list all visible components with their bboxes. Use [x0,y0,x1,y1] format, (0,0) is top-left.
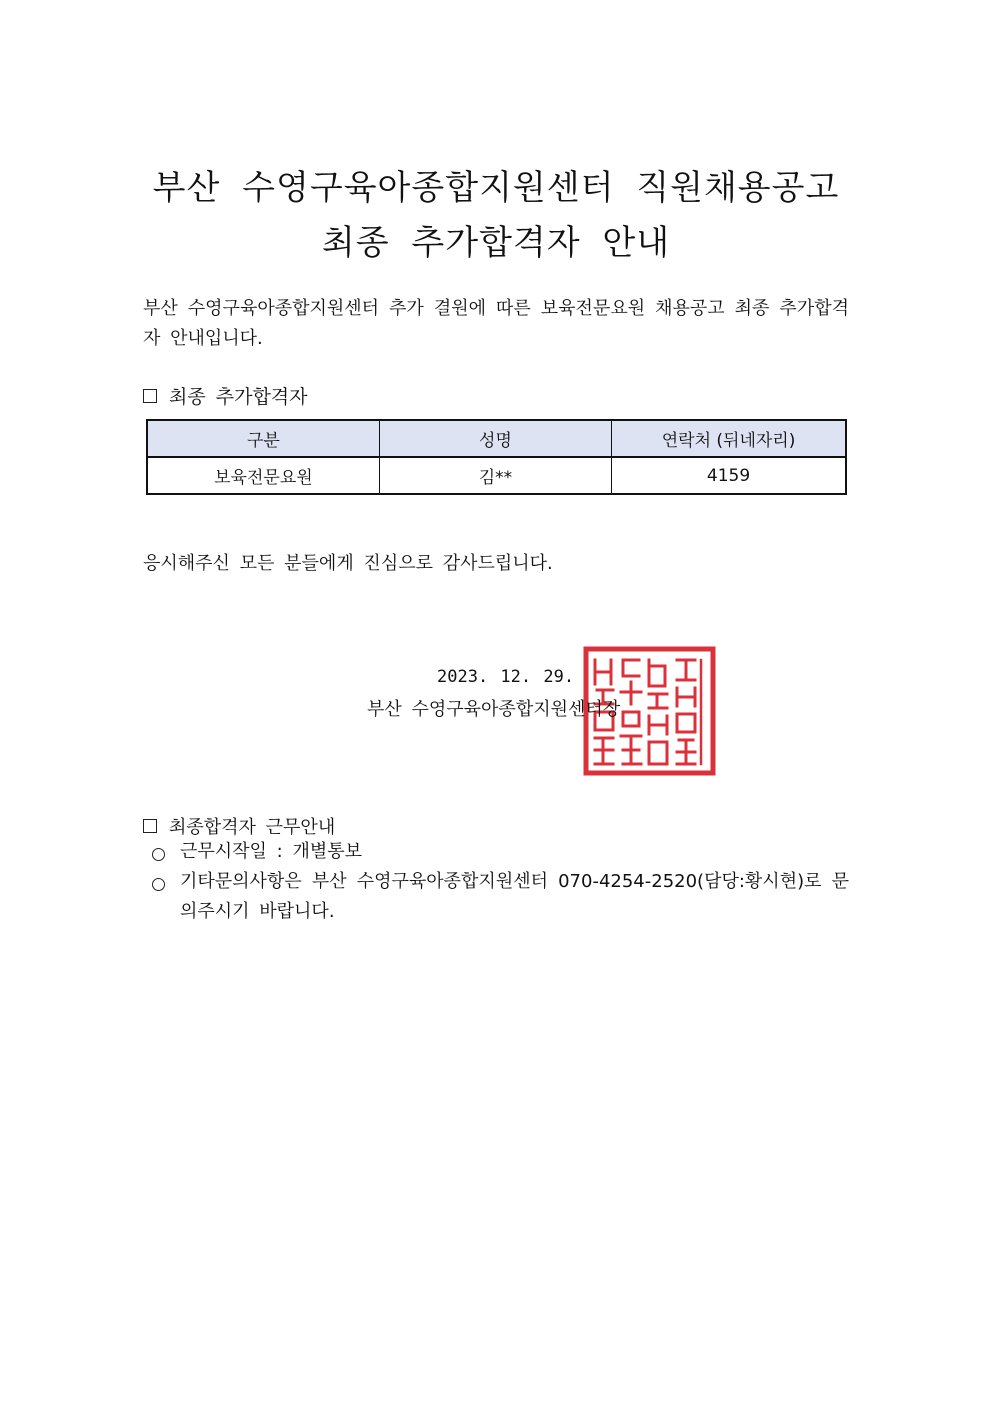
list-item [152,872,849,927]
circle-bullet-icon [152,848,165,861]
page-title-line2: 최종 추가합격자 안내 [321,223,671,263]
checkbox-square-icon [143,819,157,833]
intro-paragraph: 부산 수영구육아종합지원센터 추가 결원에 따른 보육전문요원 채용공고 최종 추가합격자 안내입니다. [143,298,849,349]
result-table [146,419,847,495]
column-header-name: 성명 [379,420,611,457]
signer-name: 부산 수영구육아종합지원센터장 [367,699,621,720]
circle-bullet-icon [152,878,165,891]
column-header-contact: 연락처 (뒤네자리) [612,420,846,457]
list-item-text: 기타문의사항은 부산 수영구육아종합지원센터 070-4254-2520(담당:황시현)로 문의주시기 바랍니다. [180,871,849,922]
table-row [147,457,846,494]
section-heading-work-guide [143,813,335,839]
section-heading-final-additional [143,382,308,409]
table-header-row [147,420,846,457]
column-header-category: 구분 [147,420,379,457]
checkbox-square-icon [143,389,157,403]
list-item-text: 근무시작일 : 개별통보 [180,841,362,862]
section-heading-label: 최종합격자 근무안내 [169,817,336,838]
issue-date: 2023. 12. 29. [437,667,575,687]
cell-name: 김** [379,457,611,494]
cell-category: 보육전문요원 [147,457,379,494]
list-item [152,842,362,867]
thanks-message: 응시해주신 모든 분들에게 진심으로 감사드립니다. [143,553,553,574]
page-title-line1: 부산 수영구육아종합지원센터 직원채용공고 [152,168,840,208]
cell-contact: 4159 [612,457,846,494]
section-heading-label: 최종 추가합격자 [169,386,308,408]
